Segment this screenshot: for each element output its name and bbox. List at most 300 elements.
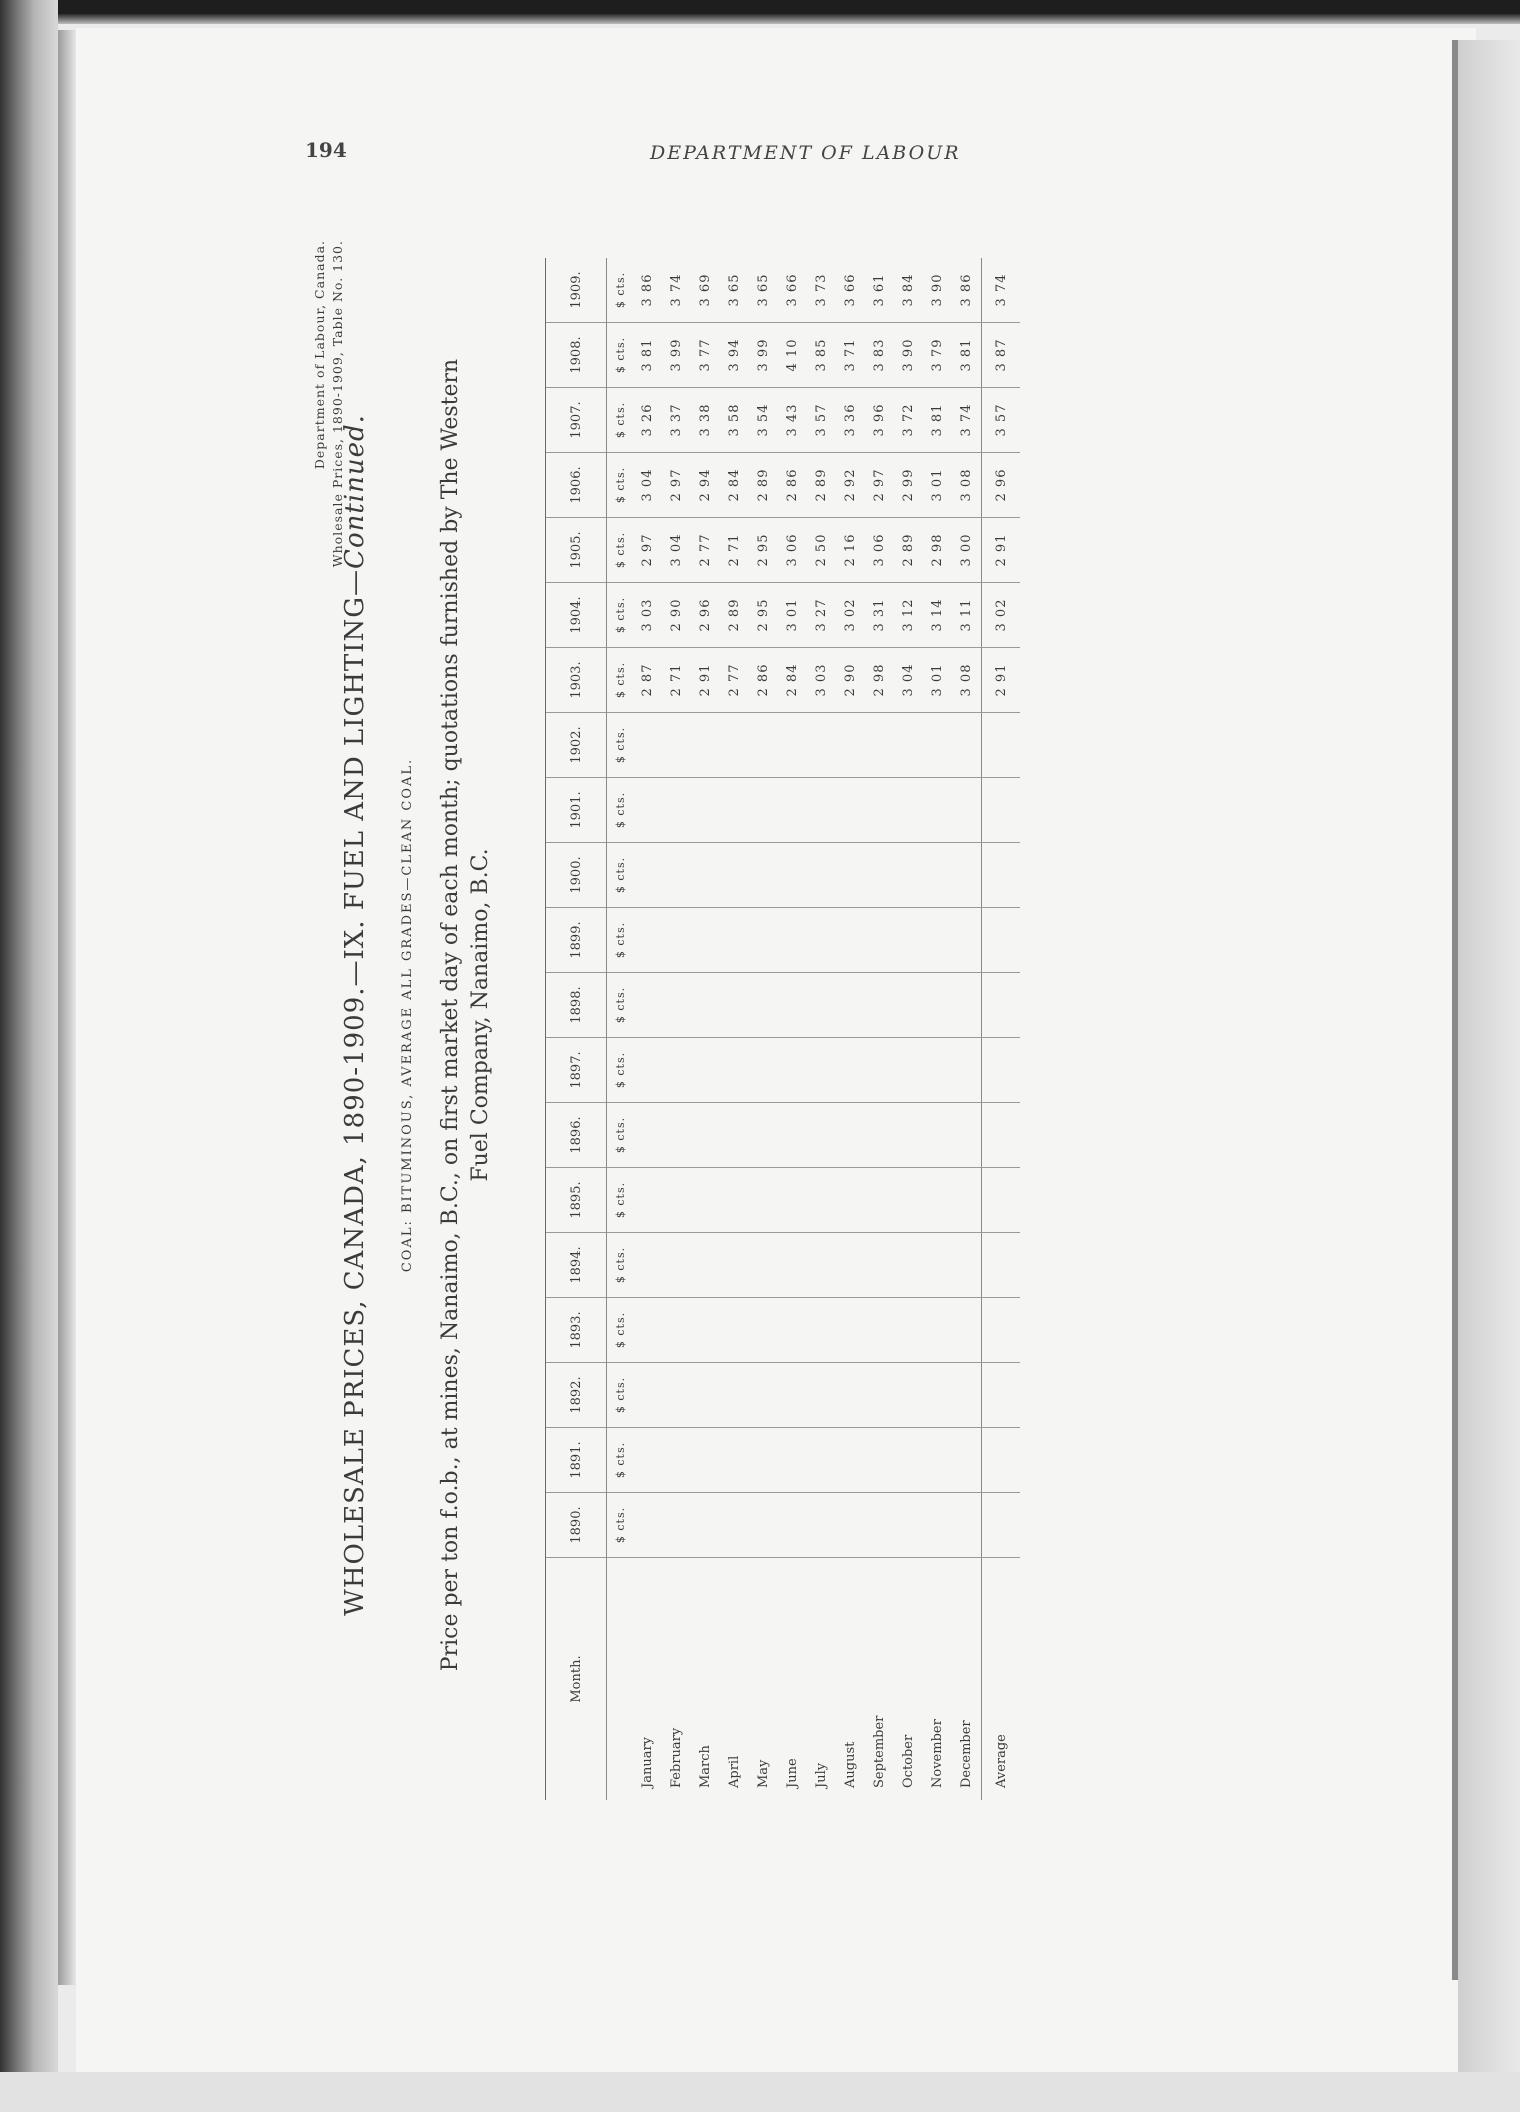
- month-january-cell: 3 81: [633, 323, 662, 388]
- month-august-cell: [836, 973, 865, 1038]
- month-may-cell: [749, 1363, 778, 1428]
- month-january-cell: 3 04: [633, 453, 662, 518]
- month-september-cell: [865, 1103, 894, 1168]
- month-november-cell: [923, 1363, 952, 1428]
- month-october-cell: [894, 713, 923, 778]
- month-october-cell: [894, 1103, 923, 1168]
- month-august-cell: [836, 1168, 865, 1233]
- month-september-cell: [865, 973, 894, 1038]
- month-april-cell: [720, 1233, 749, 1298]
- month-march-cell: [691, 1233, 720, 1298]
- month-october-cell: [894, 1363, 923, 1428]
- average-cell: 3 57: [982, 388, 1021, 453]
- month-april-cell: 2 77: [720, 648, 749, 713]
- month-april-cell: [720, 1363, 749, 1428]
- month-november-cell: 3 79: [923, 323, 952, 388]
- table-description-line2: Fuel Company, Nanaimo, B.C.: [468, 848, 493, 1182]
- month-may-label: May: [756, 1759, 771, 1788]
- month-march-cell: 2 94: [691, 453, 720, 518]
- month-june-cell: [778, 1298, 807, 1363]
- month-january-cell: [633, 1363, 662, 1428]
- month-march-cell: 2 91: [691, 648, 720, 713]
- unit-label: $ cts.: [607, 973, 634, 1038]
- month-may-cell: 3 65: [749, 258, 778, 323]
- month-july-cell: 3 57: [807, 388, 836, 453]
- month-april-cell: [720, 843, 749, 908]
- month-march-cell: [691, 1298, 720, 1363]
- month-november-cell: [923, 973, 952, 1038]
- month-april-cell: 2 89: [720, 583, 749, 648]
- average-cell: 2 91: [982, 518, 1021, 583]
- month-october-cell: [894, 973, 923, 1038]
- month-october-cell: [894, 1493, 923, 1558]
- year-header: 1891.: [546, 1428, 607, 1493]
- month-june-cell: 3 01: [778, 583, 807, 648]
- month-august-cell: [836, 778, 865, 843]
- month-june-row: [778, 258, 807, 1800]
- month-april-cell: [720, 713, 749, 778]
- month-october-cell: 3 72: [894, 388, 923, 453]
- month-may-cell: 3 99: [749, 323, 778, 388]
- month-december-cell: 3 00: [952, 518, 982, 583]
- month-may-cell: 2 89: [749, 453, 778, 518]
- month-july-cell: [807, 778, 836, 843]
- month-september-cell: [865, 1298, 894, 1363]
- month-january-row: [633, 258, 662, 1800]
- month-january-cell: [633, 843, 662, 908]
- month-january-cell: [633, 778, 662, 843]
- month-april-cell: [720, 1038, 749, 1103]
- month-august-cell: 3 02: [836, 583, 865, 648]
- month-august-cell: [836, 1298, 865, 1363]
- month-february-cell: [662, 778, 691, 843]
- month-november-cell: [923, 1493, 952, 1558]
- year-header: 1908.: [546, 323, 607, 388]
- month-april-cell: [720, 1168, 749, 1233]
- month-april-cell: 3 94: [720, 323, 749, 388]
- average-cell: [982, 843, 1021, 908]
- month-june-cell: 4 10: [778, 323, 807, 388]
- month-november-cell: [923, 1298, 952, 1363]
- average-cell: [982, 1298, 1021, 1363]
- month-september-cell: [865, 1428, 894, 1493]
- month-june-cell: 3 06: [778, 518, 807, 583]
- table-body: [607, 258, 1021, 1800]
- month-june-cell: [778, 843, 807, 908]
- month-september-cell: 3 61: [865, 258, 894, 323]
- month-may-cell: [749, 1298, 778, 1363]
- month-august-cell: 3 66: [836, 258, 865, 323]
- month-august-cell: [836, 1038, 865, 1103]
- table-description-line1: Price per ton f.o.b., at mines, Nanaimo, B.C., on first market day of each month; quotations furnished by The Western: [438, 358, 463, 1672]
- average-cell: 2 96: [982, 453, 1021, 518]
- month-january-cell: 3 86: [633, 258, 662, 323]
- unit-label: $ cts.: [607, 908, 634, 973]
- month-february-label: February: [669, 1727, 684, 1788]
- running-head: DEPARTMENT OF LABOUR: [650, 142, 961, 164]
- spine-shadow: [58, 30, 76, 1985]
- month-june-cell: 2 86: [778, 453, 807, 518]
- month-july-cell: 3 73: [807, 258, 836, 323]
- month-september-cell: [865, 1363, 894, 1428]
- month-march-cell: [691, 1493, 720, 1558]
- month-may-cell: [749, 713, 778, 778]
- month-december-cell: [952, 1363, 982, 1428]
- month-december-cell: 3 74: [952, 388, 982, 453]
- month-january-label: January: [640, 1736, 655, 1788]
- month-june-cell: 3 66: [778, 258, 807, 323]
- average-cell: [982, 1363, 1021, 1428]
- month-september-cell: 3 06: [865, 518, 894, 583]
- month-november-cell: [923, 1428, 952, 1493]
- month-january-cell: [633, 908, 662, 973]
- average-cell: [982, 1038, 1021, 1103]
- month-january-cell: [633, 713, 662, 778]
- month-april-cell: [720, 1428, 749, 1493]
- month-august-cell: [836, 1103, 865, 1168]
- month-march-cell: [691, 1363, 720, 1428]
- unit-label: $ cts.: [607, 1363, 634, 1428]
- caption-table-number: Wholesale Prices, 1890-1909, Table No. 130.: [330, 240, 345, 568]
- month-february-cell: 3 99: [662, 323, 691, 388]
- month-august-cell: 2 90: [836, 648, 865, 713]
- month-october-cell: 3 90: [894, 323, 923, 388]
- month-october-cell: [894, 908, 923, 973]
- month-december-cell: [952, 1233, 982, 1298]
- average-cell: [982, 973, 1021, 1038]
- unit-label: $ cts.: [607, 1168, 634, 1233]
- month-june-cell: 2 84: [778, 648, 807, 713]
- scan-bottom-margin: [0, 2072, 1520, 2112]
- scan-top-border: [0, 0, 1520, 14]
- month-december-cell: 3 11: [952, 583, 982, 648]
- month-november-cell: 3 01: [923, 648, 952, 713]
- month-september-cell: [865, 843, 894, 908]
- month-may-cell: [749, 1233, 778, 1298]
- unit-label: $ cts.: [607, 713, 634, 778]
- year-header: 1890.: [546, 1493, 607, 1558]
- month-october-cell: [894, 778, 923, 843]
- year-header: 1903.: [546, 648, 607, 713]
- month-january-cell: [633, 1103, 662, 1168]
- average-row: [982, 258, 1021, 1800]
- month-july-cell: [807, 973, 836, 1038]
- month-june-cell: [778, 1103, 807, 1168]
- month-may-cell: [749, 778, 778, 843]
- unit-label: $ cts.: [607, 1233, 634, 1298]
- month-december-cell: [952, 1428, 982, 1493]
- month-may-cell: [749, 908, 778, 973]
- month-july-cell: [807, 1103, 836, 1168]
- month-december-cell: [952, 1168, 982, 1233]
- month-february-cell: 2 97: [662, 453, 691, 518]
- year-header: 1899.: [546, 908, 607, 973]
- month-november-cell: [923, 1168, 952, 1233]
- month-august-cell: [836, 843, 865, 908]
- month-october-cell: [894, 1233, 923, 1298]
- unit-label: $ cts.: [607, 778, 634, 843]
- month-november-cell: [923, 778, 952, 843]
- year-header: 1904.: [546, 583, 607, 648]
- unit-label: $ cts.: [607, 843, 634, 908]
- month-october-cell: [894, 1298, 923, 1363]
- month-december-cell: [952, 1038, 982, 1103]
- average-cell: [982, 778, 1021, 843]
- month-june-label: June: [785, 1758, 800, 1788]
- month-december-label: December: [959, 1720, 974, 1788]
- month-february-cell: [662, 908, 691, 973]
- month-june-cell: [778, 908, 807, 973]
- month-september-cell: 3 31: [865, 583, 894, 648]
- month-july-cell: [807, 1038, 836, 1103]
- month-march-cell: 2 77: [691, 518, 720, 583]
- month-june-cell: [778, 1233, 807, 1298]
- year-header: 1907.: [546, 388, 607, 453]
- month-december-cell: [952, 843, 982, 908]
- month-january-cell: 3 03: [633, 583, 662, 648]
- year-header: 1894.: [546, 1233, 607, 1298]
- unit-label: $ cts.: [607, 258, 634, 323]
- month-april-cell: [720, 1103, 749, 1168]
- year-header: 1902.: [546, 713, 607, 778]
- month-february-cell: [662, 1103, 691, 1168]
- month-march-cell: 3 77: [691, 323, 720, 388]
- average-cell: 3 02: [982, 583, 1021, 648]
- month-march-cell: [691, 908, 720, 973]
- month-february-cell: [662, 973, 691, 1038]
- month-july-label: July: [814, 1762, 829, 1788]
- month-september-cell: [865, 908, 894, 973]
- month-december-cell: 3 08: [952, 453, 982, 518]
- month-july-row: [807, 258, 836, 1800]
- table-title: [340, 190, 370, 1840]
- month-january-cell: [633, 1038, 662, 1103]
- month-march-cell: [691, 713, 720, 778]
- month-june-cell: [778, 1363, 807, 1428]
- month-november-row: [923, 258, 952, 1800]
- month-march-cell: [691, 1038, 720, 1103]
- month-april-cell: [720, 973, 749, 1038]
- month-july-cell: 2 89: [807, 453, 836, 518]
- average-cell: 2 91: [982, 648, 1021, 713]
- month-october-row: [894, 258, 923, 1800]
- month-august-cell: [836, 713, 865, 778]
- month-december-cell: 3 81: [952, 323, 982, 388]
- month-september-cell: 3 96: [865, 388, 894, 453]
- unit-label: $ cts.: [607, 323, 634, 388]
- month-december-cell: [952, 1103, 982, 1168]
- month-november-cell: 3 81: [923, 388, 952, 453]
- month-december-cell: [952, 973, 982, 1038]
- month-march-cell: [691, 973, 720, 1038]
- page-number: 194: [305, 138, 347, 162]
- year-header: 1909.: [546, 258, 607, 323]
- month-may-cell: [749, 1493, 778, 1558]
- month-june-cell: [778, 1168, 807, 1233]
- month-march-cell: [691, 778, 720, 843]
- scan-top-shadow: [0, 14, 1520, 24]
- average-cell: [982, 1233, 1021, 1298]
- average-cell: 3 74: [982, 258, 1021, 323]
- unit-label: $ cts.: [607, 1493, 634, 1558]
- price-table: [545, 258, 1020, 1800]
- month-february-cell: [662, 843, 691, 908]
- table-title-text: WHOLESALE PRICES, CANADA, 1890-1909.—IX. FUEL AND LIGHTING—: [340, 568, 370, 1616]
- month-october-cell: 2 89: [894, 518, 923, 583]
- month-may-cell: 2 86: [749, 648, 778, 713]
- month-february-cell: 2 90: [662, 583, 691, 648]
- month-september-cell: 2 98: [865, 648, 894, 713]
- month-december-cell: 3 08: [952, 648, 982, 713]
- month-november-cell: [923, 713, 952, 778]
- month-may-cell: [749, 843, 778, 908]
- month-october-cell: [894, 1428, 923, 1493]
- month-february-cell: 3 37: [662, 388, 691, 453]
- unit-label: $ cts.: [607, 1428, 634, 1493]
- month-december-cell: [952, 1493, 982, 1558]
- month-june-cell: [778, 1493, 807, 1558]
- month-august-cell: 2 92: [836, 453, 865, 518]
- month-march-cell: [691, 843, 720, 908]
- year-header: 1905.: [546, 518, 607, 583]
- month-october-cell: [894, 843, 923, 908]
- month-december-cell: 3 86: [952, 258, 982, 323]
- month-november-cell: 3 14: [923, 583, 952, 648]
- month-october-cell: 2 99: [894, 453, 923, 518]
- month-august-cell: 3 71: [836, 323, 865, 388]
- month-january-cell: [633, 1298, 662, 1363]
- month-april-label: April: [727, 1755, 742, 1788]
- unit-row-label: [607, 1558, 634, 1801]
- month-february-cell: [662, 1298, 691, 1363]
- year-header: 1900.: [546, 843, 607, 908]
- month-september-cell: [865, 1493, 894, 1558]
- month-january-cell: [633, 1428, 662, 1493]
- month-september-cell: [865, 1038, 894, 1103]
- month-january-cell: 3 26: [633, 388, 662, 453]
- month-april-cell: [720, 1298, 749, 1363]
- month-march-cell: 3 69: [691, 258, 720, 323]
- month-december-cell: [952, 778, 982, 843]
- month-may-cell: [749, 1103, 778, 1168]
- month-september-cell: 3 83: [865, 323, 894, 388]
- month-november-label: November: [930, 1719, 945, 1788]
- month-december-cell: [952, 713, 982, 778]
- month-august-cell: [836, 1428, 865, 1493]
- month-november-cell: [923, 1103, 952, 1168]
- month-july-cell: [807, 1493, 836, 1558]
- month-april-cell: [720, 1493, 749, 1558]
- month-june-cell: [778, 713, 807, 778]
- month-july-cell: 3 85: [807, 323, 836, 388]
- month-november-cell: [923, 1233, 952, 1298]
- month-august-cell: [836, 1233, 865, 1298]
- month-july-cell: [807, 1363, 836, 1428]
- average-cell: 3 87: [982, 323, 1021, 388]
- unit-label: $ cts.: [607, 388, 634, 453]
- month-may-cell: [749, 1038, 778, 1103]
- unit-label: $ cts.: [607, 583, 634, 648]
- average-cell: [982, 908, 1021, 973]
- month-header: Month.: [546, 1558, 607, 1801]
- unit-label: $ cts.: [607, 518, 634, 583]
- month-june-cell: [778, 1038, 807, 1103]
- month-september-cell: [865, 1168, 894, 1233]
- month-february-cell: 3 04: [662, 518, 691, 583]
- month-january-cell: [633, 973, 662, 1038]
- month-july-cell: [807, 1233, 836, 1298]
- month-march-cell: 2 96: [691, 583, 720, 648]
- month-may-cell: [749, 1428, 778, 1493]
- month-october-cell: 3 84: [894, 258, 923, 323]
- table-subtitle: COAL: BITUMINOUS, AVERAGE ALL GRADES—CLEAN COAL.: [400, 757, 415, 1273]
- month-may-cell: 3 54: [749, 388, 778, 453]
- year-header: 1892.: [546, 1363, 607, 1428]
- year-header: 1896.: [546, 1103, 607, 1168]
- month-april-cell: 3 58: [720, 388, 749, 453]
- month-july-cell: [807, 1168, 836, 1233]
- month-october-cell: 3 12: [894, 583, 923, 648]
- month-october-cell: [894, 1038, 923, 1103]
- month-february-cell: [662, 1428, 691, 1493]
- month-august-label: August: [843, 1741, 858, 1788]
- month-january-cell: [633, 1493, 662, 1558]
- month-april-cell: [720, 908, 749, 973]
- month-february-cell: 2 71: [662, 648, 691, 713]
- month-november-cell: [923, 1038, 952, 1103]
- average-label: Average: [982, 1558, 1021, 1801]
- average-cell: [982, 1103, 1021, 1168]
- month-september-row: [865, 258, 894, 1800]
- month-july-cell: [807, 713, 836, 778]
- month-may-cell: [749, 1168, 778, 1233]
- month-september-cell: [865, 713, 894, 778]
- month-january-cell: 2 97: [633, 518, 662, 583]
- year-header: 1901.: [546, 778, 607, 843]
- month-july-cell: [807, 1428, 836, 1493]
- month-january-cell: [633, 1233, 662, 1298]
- month-february-cell: [662, 713, 691, 778]
- table-title-continued: Continued.: [340, 414, 370, 569]
- month-december-cell: [952, 908, 982, 973]
- month-march-row: [691, 258, 720, 1800]
- month-june-cell: [778, 1428, 807, 1493]
- month-april-row: [720, 258, 749, 1800]
- month-august-cell: [836, 908, 865, 973]
- month-june-cell: [778, 778, 807, 843]
- month-august-cell: 3 36: [836, 388, 865, 453]
- month-march-cell: [691, 1103, 720, 1168]
- month-february-cell: 3 74: [662, 258, 691, 323]
- month-may-row: [749, 258, 778, 1800]
- average-cell: [982, 1493, 1021, 1558]
- month-january-cell: [633, 1168, 662, 1233]
- month-april-cell: 2 71: [720, 518, 749, 583]
- month-september-cell: [865, 778, 894, 843]
- year-header: 1906.: [546, 453, 607, 518]
- year-header: 1893.: [546, 1298, 607, 1363]
- month-january-cell: 2 87: [633, 648, 662, 713]
- month-july-cell: [807, 843, 836, 908]
- month-march-cell: [691, 1168, 720, 1233]
- month-august-cell: [836, 1493, 865, 1558]
- month-may-cell: 2 95: [749, 583, 778, 648]
- month-september-cell: 2 97: [865, 453, 894, 518]
- unit-label: $ cts.: [607, 1298, 634, 1363]
- book-spine: [0, 0, 58, 2112]
- month-february-cell: [662, 1233, 691, 1298]
- month-may-cell: [749, 973, 778, 1038]
